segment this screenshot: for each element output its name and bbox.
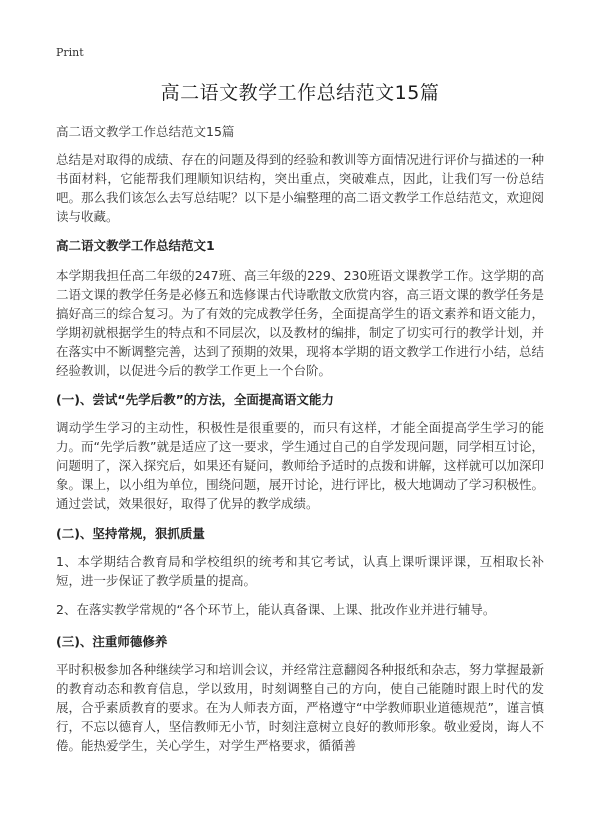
- section-1-paragraph: 本学期我担任高二年级的247班、高三年级的229、230班语文课教学工作。这学期的高二语文课的教学任务是必修五和选修课古代诗歌散文欣赏内容，高三语文课的教学任务是搞好高三的综合复习。为了有效的完成教学任务，全面提高学生的语文素养和语文能力，学期初就根据学生的特点和不同层次，以及教材的编排，制定了切实可行的教学计划，并在落实中不断调整完善，达到了预期的效果，现将本学期的语文教学工作进行小结，总结经验教训，以促进今后的教学工作更上一个台阶。: [56, 268, 544, 378]
- document-subtitle: 高二语文教学工作总结范文15篇: [56, 124, 235, 139]
- print-link[interactable]: Print: [56, 46, 84, 59]
- point-heading-1: (一)、尝试“先学后教”的方法，全面提高语文能力: [56, 392, 334, 407]
- point-3-paragraph: 平时积极参加各种继续学习和培训会议，并经常注意翻阅各种报纸和杂志，努力掌握最新的教育动态和教育信息，学以致用，时刻调整自己的方向，使自己能随时跟上时代的发展，合乎素质教育的要求。在为人师表方面，严格遵守“中学教师职业道德规范”，谨言慎行，不忘以德育人，坚信教师无小节，时刻注意树立良好的教师形象。敬业爱岗，诲人不倦。能热爱学生，关心学生，对学生严格要求，循循善: [56, 662, 544, 753]
- point-heading-3: (三)、注重师德修养: [56, 634, 168, 649]
- point-2-item-2: 2、在落实教学常规的“各个环节上，能认真备课、上课、批改作业并进行辅导。: [56, 602, 496, 617]
- point-1-paragraph: 调动学生学习的主动性，积极性是很重要的，而只有这样，才能全面提高学生学习的能力。而“先学后教”就是适应了这一要求，学生通过自己的自学发现问题，同学相互讨论，问题明了，深入探究后，如果还有疑问，教师给予适时的点拨和讲解，这样就可以加深印象。课上，以小组为单位，围绕问题，展开讨论，进行评比，极大地调动了学习积极性。通过尝试，效果很好，取得了优异的教学成绩。: [56, 420, 544, 511]
- point-heading-2: (二)、坚持常规，狠抓质量: [56, 526, 205, 541]
- section-heading-1: 高二语文教学工作总结范文1: [56, 238, 215, 253]
- point-2-item-1: 1、本学期结合教育局和学校组织的统考和其它考试，认真上课听课评课，互相取长补短，进一步保证了教学质量的提高。: [56, 554, 544, 588]
- intro-paragraph: 总结是对取得的成绩、存在的问题及得到的经验和教训等方面情况进行评价与描述的一种书面材料，它能帮我们理顺知识结构，突出重点，突破难点，因此，让我们写一份总结吧。那么我们该怎么去写总结呢？以下是小编整理的高二语文教学工作总结范文，欢迎阅读与收藏。: [56, 152, 544, 224]
- page-title: 高二语文教学工作总结范文15篇: [160, 82, 440, 104]
